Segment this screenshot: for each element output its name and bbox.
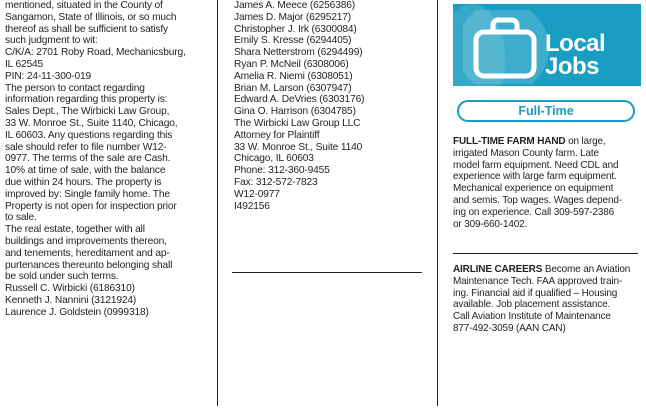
legal-notice-column-2 [234, 0, 424, 212]
notice-line: to sale. [5, 212, 37, 224]
ad-first-line [453, 264, 639, 276]
notice-line: improved by: Single family home. The [5, 188, 170, 200]
notice-line: Christopher J. Irk (6300084) [234, 23, 357, 35]
ad-line: Mechanical experience on equipment [453, 183, 614, 195]
ad-line: 877-492-3059 (AAN CAN) [453, 322, 566, 334]
notice-line: due within 24 hours. The property is [5, 176, 162, 188]
notice-line: Fax: 312-572-7823 [234, 176, 318, 188]
ad-line: Call Aviation Institute of Maintenance [453, 311, 611, 323]
notice-line: such judgment to wit: [5, 35, 98, 47]
ad-line: model farm equipment. Need CDL and [453, 159, 619, 171]
notice-line: Emily S. Kresse (6294405) [234, 35, 352, 47]
ad-line: ing on experience. Call 309-597-2386 [453, 206, 615, 218]
classified-ad-farm-hand [453, 136, 639, 230]
notice-line: Gina O. Harrison (6304785) [234, 106, 356, 118]
notice-line: 10% at time of sale, with the balance [5, 165, 166, 177]
notice-line: information regarding this property is: [5, 94, 168, 106]
notice-line: IL 62545 [5, 58, 44, 70]
notice-line: 0977. The terms of the sale are Cash. [5, 153, 171, 165]
notice-line: purtenances thereunto belonging shall [5, 259, 173, 271]
notice-line: Shara Netterstrom (6294499) [234, 47, 363, 59]
notice-line: Edward A. DeVries (6303176) [234, 94, 365, 106]
ad-heading: AIRLINE CAREERS [453, 264, 543, 275]
ad-line: ing. Financial aid if qualified – Housing [453, 287, 618, 299]
column-divider [217, 0, 218, 406]
ad-line: and semis. Top wages. Wages depend- [453, 194, 622, 206]
briefcase-icon [463, 10, 553, 84]
notice-line: Chicago, IL 60603 [234, 153, 314, 165]
notice-line: Sangamon, State of Illinois, or so much [5, 11, 177, 23]
notice-line: and tenements, hereditament and ap- [5, 247, 170, 259]
notice-line: Attorney for Plaintiff [234, 129, 320, 141]
notice-line: Phone: 312-360-9455 [234, 165, 330, 177]
ad-heading: FULL-TIME FARM HAND [453, 136, 566, 147]
notice-line: Russell C. Wirbicki (6186310) [5, 283, 135, 295]
notice-line: buildings and improvements thereon, [5, 235, 167, 247]
ad-first-line [453, 136, 639, 148]
legal-notice-column-1 [5, 0, 210, 319]
notice-line: W12-0977 [234, 188, 280, 200]
ad-text: Become an Aviation [542, 264, 631, 275]
notice-line: Sales Dept., The Wirbicki Law Group, [5, 106, 170, 118]
ad-line: Maintenance Tech. FAA approved train- [453, 275, 623, 287]
notice-line: The person to contact regarding [5, 82, 145, 94]
ad-divider [453, 253, 638, 254]
banner-title [545, 32, 637, 78]
section-label-full-time: Full-Time [457, 100, 635, 122]
notice-line: The real estate, together with all [5, 224, 145, 236]
notice-line: Kenneth J. Nannini (3121924) [5, 294, 137, 306]
notice-line: Brian M. Larson (6307947) [234, 82, 352, 94]
notice-line: James D. Major (6295217) [234, 11, 352, 23]
notice-line: be sold under such terms. [5, 271, 119, 283]
notice-line: Amelia R. Niemi (6308051) [234, 70, 353, 82]
column-divider [437, 0, 438, 406]
notice-line: thereof as shall be sufficient to satisfy [5, 23, 168, 35]
ad-line: available. Job placement assistance. [453, 299, 611, 311]
notice-line: IL 60603. Any questions regarding this [5, 129, 173, 141]
banner-title-line-1: Local [545, 30, 606, 57]
notice-line: 33 W. Monroe St., Suite 1140 [234, 141, 363, 153]
notice-line: PIN: 24-11-300-019 [5, 70, 92, 82]
notice-line: sale should refer to file number W12- [5, 141, 167, 153]
ad-line: experience with large farm equipment. [453, 171, 617, 183]
notice-line: C/K/A: 2701 Roby Road, Mechanicsburg, [5, 47, 186, 59]
notice-line: 33 W. Monroe St., Suite 1140, Chicago, [5, 117, 178, 129]
notice-line: Laurence J. Goldstein (0999318) [5, 306, 149, 318]
ad-line: or 309-660-1402. [453, 218, 528, 230]
notice-line: I492156 [234, 200, 270, 212]
notice-line: mentioned, situated in the County of [5, 0, 163, 11]
classified-ad-airline-careers [453, 264, 639, 335]
ad-line: irrigated Mason County farm. Late [453, 147, 599, 159]
notice-line: Property is not open for inspection prior [5, 200, 177, 212]
local-jobs-banner [453, 4, 641, 86]
banner-title-line-2: Jobs [545, 53, 600, 80]
ad-text: on large, [565, 136, 606, 147]
notice-line: The Wirbicki Law Group LLC [234, 117, 361, 129]
notice-line: Ryan P. McNeil (6308006) [234, 58, 349, 70]
notice-line: James A. Meece (6256386) [234, 0, 355, 11]
notice-end-rule [232, 272, 422, 273]
